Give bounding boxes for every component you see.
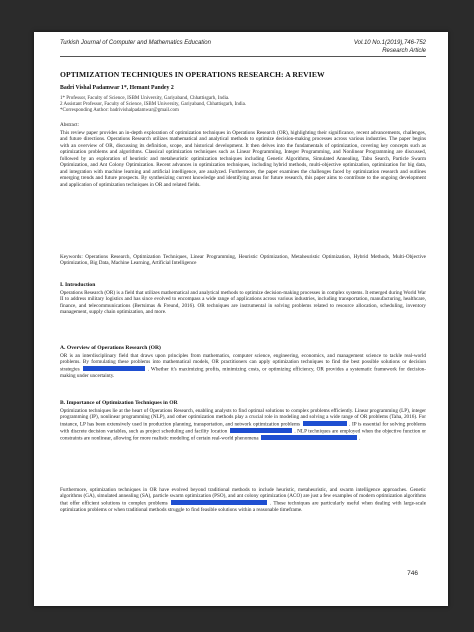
- importance-text-2: . IP is essential for solving problems with discrete decision variables, such as project scheduling and facility location: [60, 421, 427, 435]
- abstract-text: This review paper provides an in-depth exploration of optimization techniques in Operations Research (OR), highlighting their significance, recent advancements, challenges, and future directions. Operations Research utilizes mathematical and analytical methods to optimize decision-making processes across various industries. The paper begins with an overview of OR, discussing its definition, scope, and historical development. It then delves into the fundamentals of optimization, covering key concepts such as optimization problems and algorithms. Classical optimization techniques such as Linear Programming, Integer Programming, and Nonlinear Programming are discussed, followed by an exploration of heuristic and metaheuristic optimization techniques including Genetic Algorithms, Simulated Annealing, Tabu Search, Particle Swarm Optimization, and Ant Colony Optimization. Recent advances in optimization techniques, including hybrid methods, multi-objective optimization, optimization for big data, and integration with machine learning and artificial intelligence, are analyzed. Furthermore, the paper examines the challenges faced by optimization research and outlines emerging trends and future prospects. By synthesizing current knowledge and identifying areas for future research, this paper aims to contribute to the ongoing development and application of optimization techniques in OR and related fields.: [60, 130, 426, 188]
- furthermore-paragraph: [60, 487, 426, 513]
- importance-text-4: .: [359, 434, 361, 441]
- redaction-highlight: [303, 421, 347, 426]
- furthermore-text-after: . These techniques are particularly useful when dealing with large-scale optimization problems or when traditional methods struggle to find feasible solutions within a reasonable timeframe.: [60, 500, 427, 513]
- importance-text-1: Optimization techniques lie at the heart of Operations Research, enabling analysts to find optimal solutions to complex problems efficiently. Linear programming (LP), integer programming (IP), nonlinear programming (NLP), and other optimization methods play a crucial role in modeling and solving a wide range of OR problems (Taha, 2016). For instance, LP has been extensively used in production planning, transportation, and network optimization problems: [60, 408, 426, 428]
- introduction-text: Operations Research (OR) is a field that utilizes mathematical and analytical methods to optimize decision-making processes in complex systems. It emerged during World War II to address military logistics and has since evolved to encompass a wide range of applications across various industries, including transportation, manufacturing, healthcare, finance, and telecommunications (Bertsimas & Freund, 2016). OR techniques are instrumental in solving problems related to resource allocation, scheduling, inventory management, supply chain optimization, and more.: [60, 290, 426, 316]
- section-heading-importance: B. Importance of Optimization Techniques in OR: [60, 400, 178, 406]
- furthermore-text-before: Furthermore, optimization techniques in OR have evolved beyond traditional methods to include heuristic, metaheuristic, and swarm intelligence approaches. Genetic algorithms (GA), simulated annealing (SA), particle swarm optimization (PSO), and ant colony optimization (ACO) are just a few examples of modern optimization algorithms that offer efficient solutions to complex problems: [60, 487, 426, 507]
- paper-authors: Badri Vishal Padamwar 1*, Hemant Pandey 2: [60, 85, 174, 91]
- affiliation-1: 1* Professor, Faculty of Science, ISBM University, Gariyaband, Chhattisgarh, India.: [60, 96, 230, 101]
- article-type: Research Article: [382, 47, 426, 54]
- section-heading-overview: A. Overview of Operations Research (OR): [60, 345, 161, 351]
- page-number: 746: [407, 570, 418, 577]
- header-divider: [60, 56, 426, 57]
- journal-volume: Vol.10 No.1(2019),746-752: [353, 40, 426, 46]
- affiliations: [60, 96, 420, 115]
- journal-name: Turkish Journal of Computer and Mathematics Education: [60, 40, 211, 46]
- redaction-highlight: [171, 500, 267, 505]
- overview-text-after: . Whether it's maximizing profits, minimizing costs, or optimizing efficiency, OR provides a systematic framework for decision-making under uncertainty.: [60, 366, 426, 379]
- document-page: [34, 32, 448, 606]
- importance-text-3: . NLP techniques are employed when the objective function or constraints are nonlinear, allowing for more realistic modeling of certain real-world phenomena: [60, 428, 427, 441]
- affiliation-2: 2 Assistant Professor, Faculty of Science, ISBM University, Gariyaband, Chhattisgarh, India.: [60, 102, 247, 108]
- importance-paragraph: [60, 408, 426, 441]
- overview-text-before: OR is an interdisciplinary field that draws upon principles from mathematics, computer science, engineering, economics, and management science to tackle real-world problems. By formulating these problems into mathematical models, OR practitioners can apply optimization techniques to find the best possible solutions or decision strategies: [60, 353, 426, 373]
- journal-meta: [354, 40, 426, 55]
- keywords: Keywords: Operations Research, Optimization Techniques, Linear Programming, Heuristic Optimization, Metaheuristic Optimization, Hybrid Methods, Multi-Objective Optimization, Big Data, Machine Learning, Artificial Intelligence: [60, 254, 426, 267]
- section-heading-introduction: I. Introduction: [60, 282, 96, 288]
- abstract-label: Abstract:: [60, 122, 80, 128]
- paper-title: OPTIMIZATION TECHNIQUES IN OPERATIONS RESEARCH: A REVIEW: [60, 70, 325, 79]
- corresponding-author: *Corresponding Author: badrivishalpadamwar@gmail.com: [60, 108, 179, 114]
- overview-paragraph: [60, 353, 426, 379]
- redaction-highlight: [230, 428, 292, 433]
- redaction-highlight: [261, 435, 357, 440]
- redaction-highlight: [83, 366, 145, 371]
